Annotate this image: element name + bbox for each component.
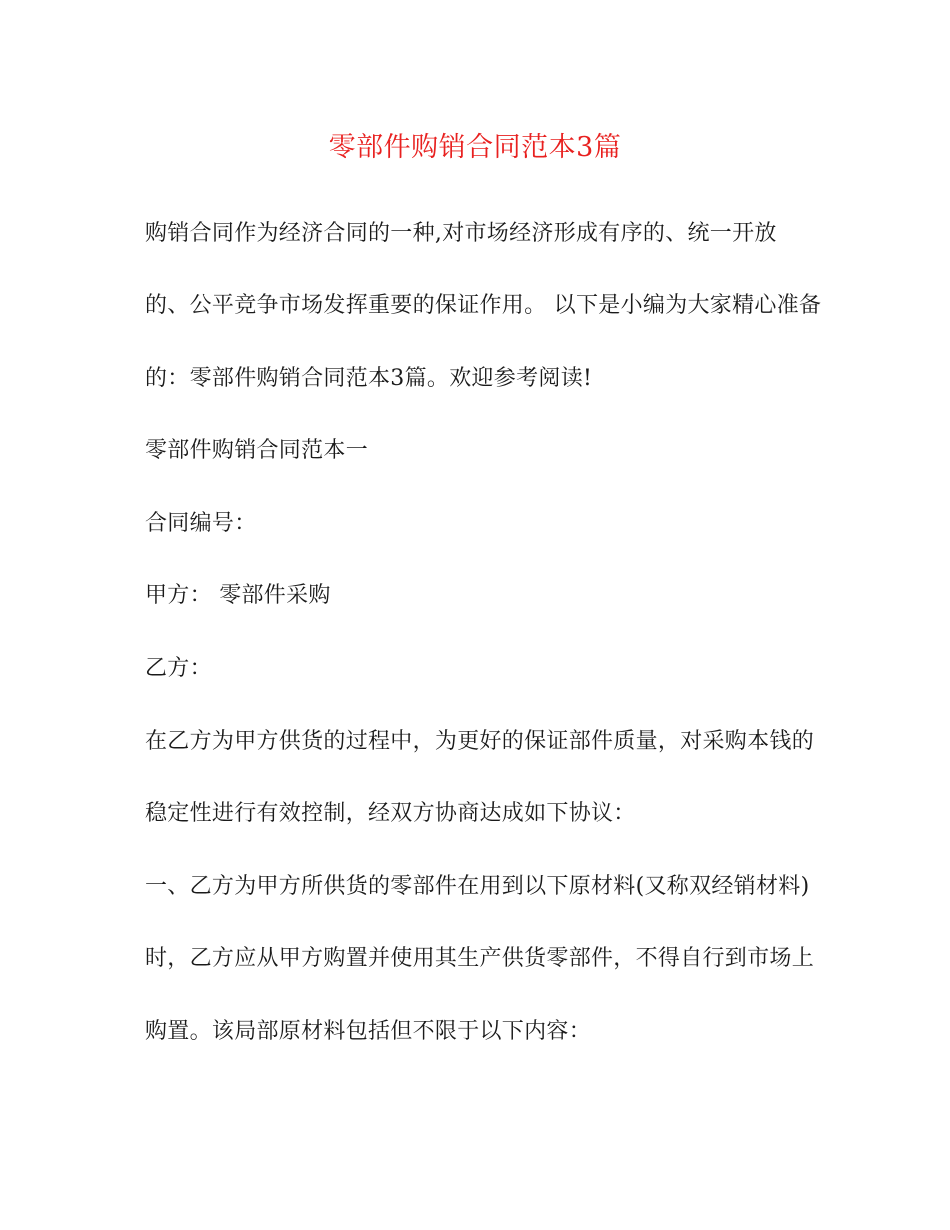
contract-number-label: 合同编号：	[145, 511, 257, 536]
intro-line-1: 购销合同作为经济合同的一种,对市场经济形成有序的、统一开放	[145, 221, 777, 246]
body-line-3: 一、乙方为甲方所供货的零部件在用到以下原材料(又称双经销材料)	[145, 874, 810, 899]
party-b-line: 乙方：	[145, 656, 212, 681]
body-line-5: 购置。该局部原材料包括但不限于以下内容：	[145, 1019, 592, 1044]
section-heading: 零部件购销合同范本一	[145, 438, 369, 463]
party-a-line: 甲方： 零部件采购	[145, 583, 331, 608]
intro-line-3: 的：零部件购销合同范本3篇。欢迎参考阅读!	[145, 366, 593, 391]
body-line-4: 时，乙方应从甲方购置并使用其生产供货零部件，不得自行到市场上	[145, 946, 815, 971]
page-title: 零部件购销合同范本3篇	[328, 132, 622, 163]
intro-line-2: 的、公平竞争市场发挥重要的保证作用。 以下是小编为大家精心准备	[145, 293, 822, 318]
body-line-2: 稳定性进行有效控制，经双方协商达成如下协议：	[145, 801, 636, 826]
body-line-1: 在乙方为甲方供货的过程中，为更好的保证部件质量，对采购本钱的	[145, 729, 815, 754]
